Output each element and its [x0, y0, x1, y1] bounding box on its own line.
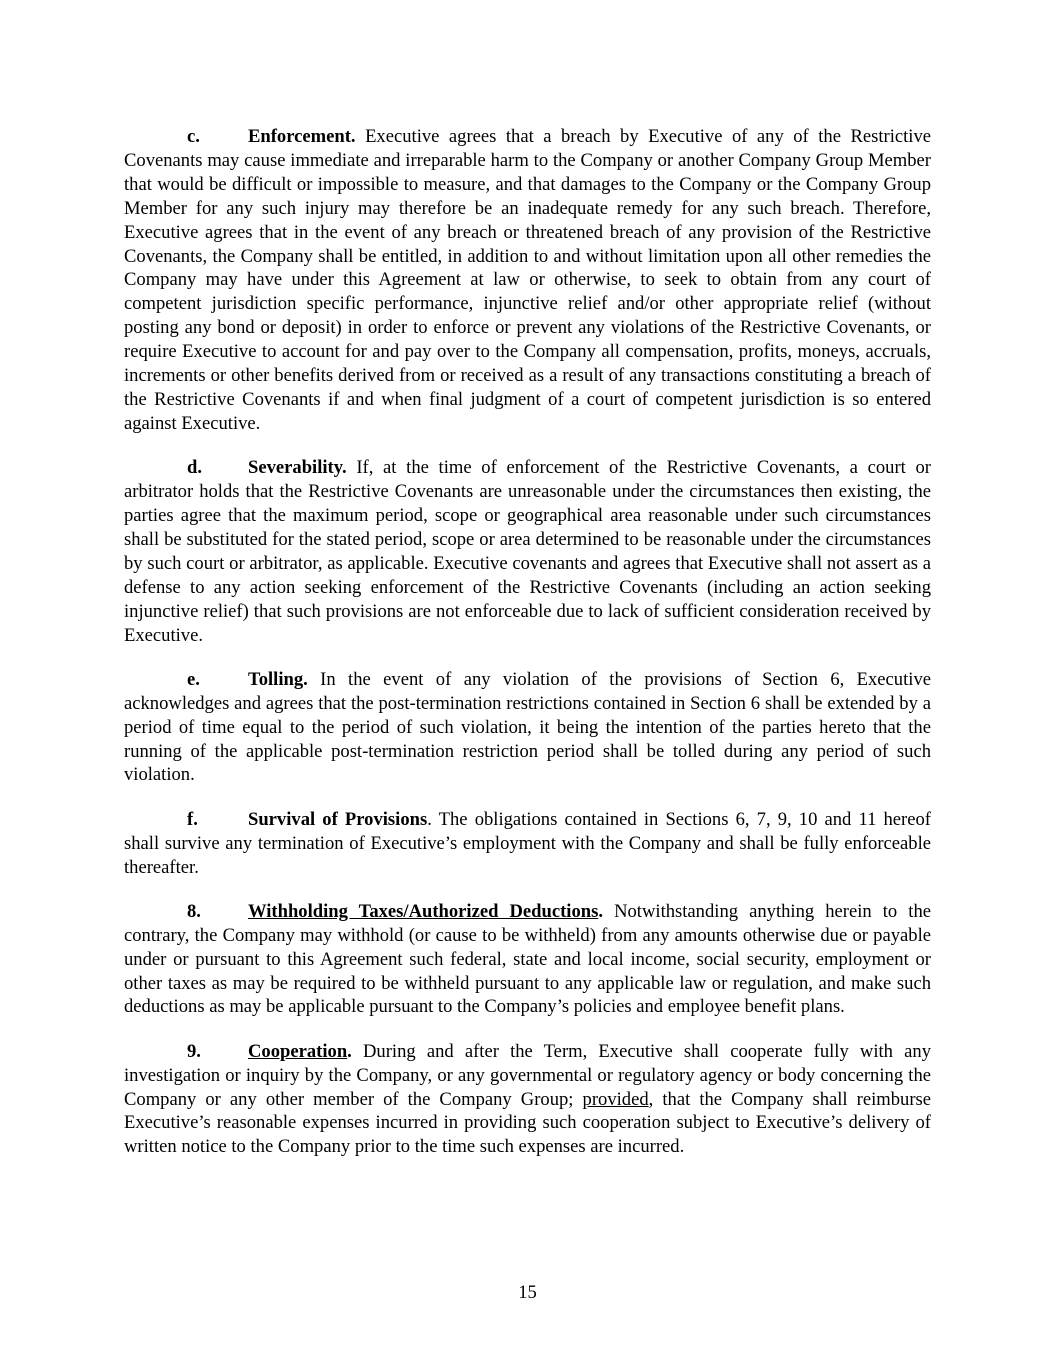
section-number: c. [187, 126, 200, 147]
section-heading-suffix: . [347, 1040, 352, 1062]
section-f-survival [124, 808, 931, 880]
provided-term: provided [582, 1088, 649, 1110]
section-heading-suffix: . [598, 900, 604, 922]
section-body: During and after the Term, Executive shall cooperate fully with any investigation or inquiry by the Company, or any governmental or regulatory agency or body concerning the Company or any other member of the Company Group; [124, 1040, 931, 1110]
section-number: 9. [187, 1040, 201, 1062]
section-e-tolling [124, 668, 931, 788]
document-page [124, 125, 931, 1180]
section-c-enforcement [124, 125, 931, 436]
section-9-cooperation [124, 1040, 931, 1160]
section-body: . The obligations contained in Sections 6, 7, 9, 10 and 11 hereof shall survive any termination of Executive’s employment with the Company and shall be fully enforceable thereafter. [124, 808, 931, 878]
section-number: f. [187, 808, 198, 830]
page-number: 15 [518, 1282, 537, 1303]
section-body: Notwithstanding anything herein to the contrary, the Company may withhold (or cause to be withheld) from any amounts otherwise due or payable under or pursuant to this Agreement such federal, state and local income, social security, employment or other taxes as may be required to be withheld pursuant to any applicable law or regulation, and make such deductions as may be applicable pursuant to the Company’s policies and employee benefit plans. [124, 900, 931, 1018]
section-heading: Tolling. [248, 668, 308, 690]
section-heading: Survival of Provisions [248, 808, 428, 830]
section-body: In the event of any violation of the provisions of Section 6, Executive acknowledges and agrees that the post-termination restrictions contained in Section 6 shall be extended by a period of time equal to the period of such violation, it being the intention of the parties hereto that the running of the applicable post-termination restriction period shall be tolled during any period of such violation. [124, 668, 931, 786]
section-heading: Cooperation [248, 1040, 348, 1062]
section-body-continued: , that the Company shall reimburse Executive’s reasonable expenses incurred in providing such cooperation subject to Executive’s delivery of written notice to the Company prior to the time such expenses are incurred. [124, 1088, 931, 1158]
section-heading: Severability. [248, 457, 347, 479]
section-number: d. [187, 457, 202, 479]
section-heading: Withholding Taxes/Authorized Deductions [248, 900, 599, 922]
section-number: 8. [187, 900, 201, 922]
section-number: e. [187, 668, 200, 690]
section-body: If, at the time of enforcement of the Restrictive Covenants, a court or arbitrator holds that the Restrictive Covenants are unreasonable under the circumstances then existing, the parties agree that the maximum period, scope or geographical area reasonable under such circumstances shall be substituted for the stated period, scope or area determined to be reasonable under the circumstances by such court or arbitrator, as applicable. Executive covenants and agrees that Executive shall not assert as a defense to any action seeking enforcement of the Restrictive Covenants (including an action seeking injunctive relief) that such provisions are not enforceable due to lack of sufficient consideration received by Executive. [124, 457, 931, 646]
section-body: Executive agrees that a breach by Executive of any of the Restrictive Covenants may cause immediate and irreparable harm to the Company or another Company Group Member that would be difficult or impossible to measure, and that damages to the Company or the Company Group Member for any such injury may therefore be an inadequate remedy for any such breach. Therefore, Executive agrees that in the event of any breach or threatened breach of any provision of the Restrictive Covenants, the Company shall be entitled, in addition to and without limitation upon all other remedies the Company may have under this Agreement at law or otherwise, to seek to obtain from any court of competent jurisdiction specific performance, injunctive relief and/or other appropriate relief (without posting any bond or deposit) in order to enforce or prevent any violations of the Restrictive Covenants, or require Executive to account for and pay over to the Company all compensation, profits, moneys, accruals, increments or other benefits derived from or received as a result of any transactions constituting a breach of the Restrictive Covenants if and when final judgment of a court of competent jurisdiction is so entered against Executive. [124, 126, 931, 434]
section-heading: Enforcement. [248, 126, 356, 147]
section-d-severability [124, 456, 931, 647]
section-8-withholding [124, 900, 931, 1020]
